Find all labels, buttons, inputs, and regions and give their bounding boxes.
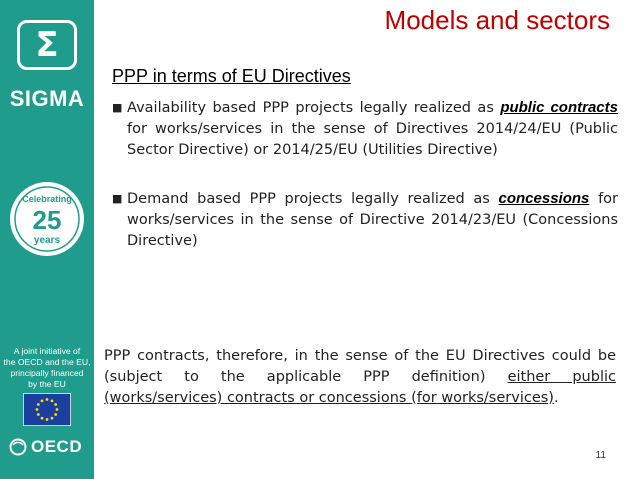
eu-star [54, 403, 57, 406]
joint-line: by the EU [28, 379, 66, 389]
bullet-keyword: concessions [498, 190, 590, 207]
eu-star [37, 403, 40, 406]
square-bullet-icon: ■ [112, 192, 123, 205]
eu-star [36, 408, 39, 411]
oecd-wordmark: OECD [31, 437, 83, 456]
badge-number: 25 [32, 205, 62, 235]
eu-star [54, 413, 57, 416]
bullet-list [112, 97, 618, 252]
bullet-text: Availability based PPP projects legally realized as public contracts for works/services in the sense of Directives 2014/24/EU (Public Sector Directive) or 2014/25/EU (Utilities Directive) [127, 99, 618, 158]
oecd-globe-icon [9, 438, 27, 456]
eu-star [41, 399, 44, 402]
joint-line: the OECD and the EU, [3, 357, 91, 367]
eu-star [51, 399, 54, 402]
oecd-logo [9, 436, 89, 458]
page-number: 11 [595, 450, 606, 461]
eu-star [41, 417, 44, 420]
joint-line: principally financed [10, 368, 84, 378]
eu-star [46, 418, 49, 421]
bullet-text: Demand based PPP projects legally realized as concessions for works/services in the sense of Directive 2014/23/EU (Concessions Directive) [127, 190, 619, 249]
eu-star [46, 398, 49, 401]
sigma-logo [17, 20, 77, 70]
celebrating-25-years-badge [8, 180, 86, 258]
badge-top-text: Celebrating [22, 194, 72, 204]
bullet-item [112, 97, 618, 161]
sidebar [0, 0, 94, 479]
sigma-wordmark: SIGMA [9, 86, 85, 111]
eu-star [51, 417, 54, 420]
joint-initiative-text [2, 346, 92, 390]
eu-flag-icon [23, 393, 71, 426]
eu-star [37, 413, 40, 416]
badge-bottom-text: years [33, 235, 61, 246]
slide-title: Models and sectors [384, 5, 610, 35]
square-bullet-icon: ■ [112, 101, 123, 114]
eu-star [56, 408, 59, 411]
bullet-keyword: public contracts [500, 99, 618, 116]
sigma-icon: Σ [35, 25, 59, 65]
bullet-item [112, 188, 618, 252]
conclusion-paragraph: PPP contracts, therefore, in the sense of the EU Directives could be (subject to the applicable PPP definition) either public (works/services) contracts or concessions (for works/services). [104, 348, 616, 406]
slide-subtitle: PPP in terms of EU Directives [112, 66, 351, 86]
joint-line: A joint initiative of [13, 346, 81, 356]
underlined-phrase: either public (works/services) contracts or concessions (for works/services) [104, 369, 616, 406]
